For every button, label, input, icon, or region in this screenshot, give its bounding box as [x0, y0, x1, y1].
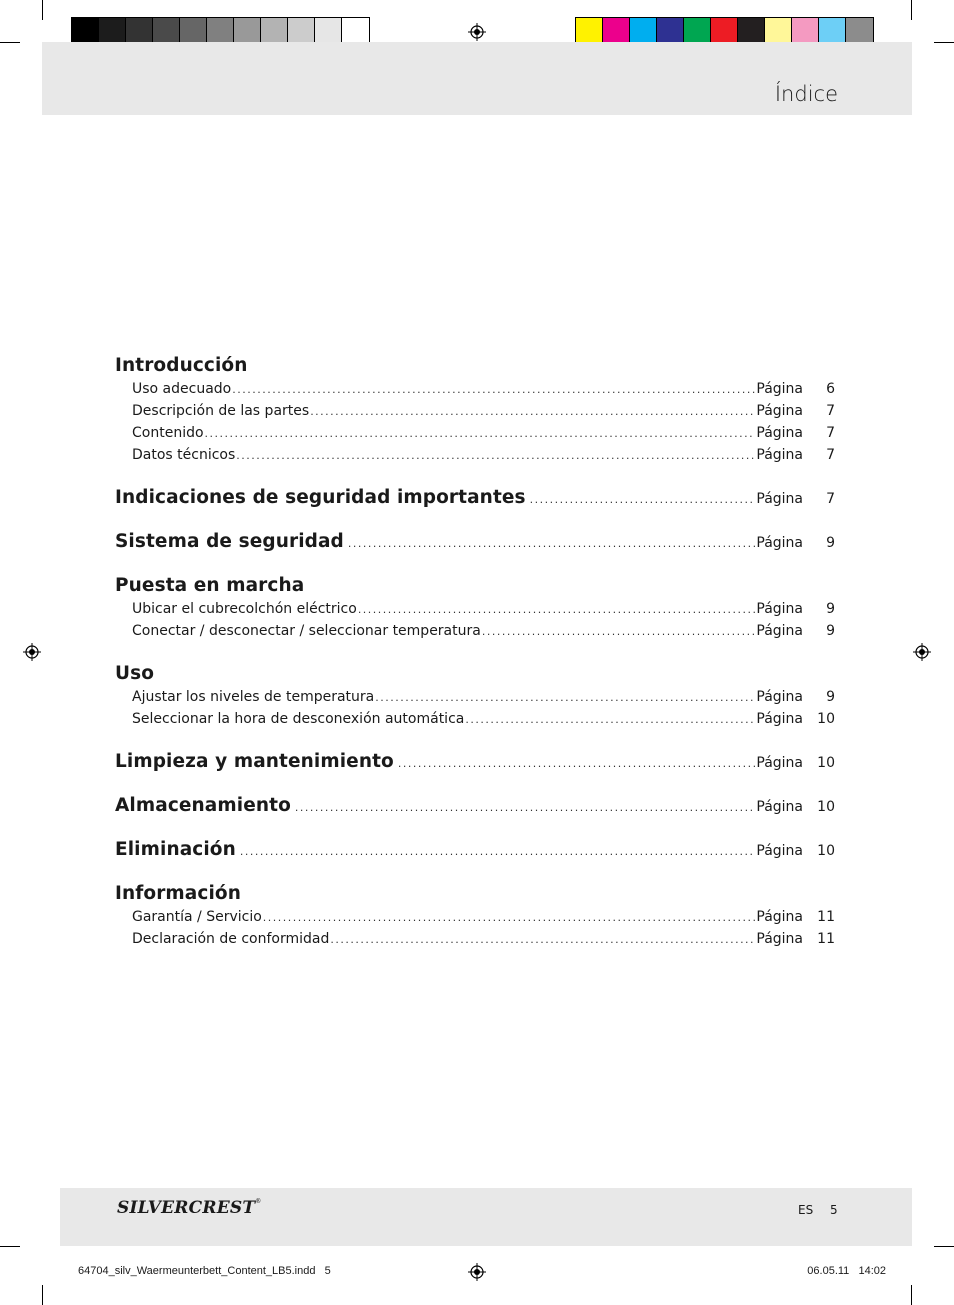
page-number: 5 — [830, 1203, 838, 1217]
toc-entry-label: Datos técnicos — [132, 447, 236, 463]
toc-section-heading — [115, 839, 835, 865]
page-word: Página — [756, 711, 803, 727]
language-code: ES — [798, 1203, 814, 1217]
toc-section-heading — [115, 487, 835, 513]
page-word: Página — [756, 491, 803, 507]
page-ref: 9 — [826, 535, 835, 551]
crop-mark — [934, 42, 954, 43]
crop-mark — [0, 42, 20, 43]
toc-entry — [115, 711, 835, 733]
toc-section-heading — [115, 531, 835, 557]
toc-section — [115, 531, 835, 557]
page-word: Página — [756, 425, 803, 441]
toc-section-title: Información — [115, 883, 241, 904]
toc-section — [115, 795, 835, 821]
toc-section-heading — [115, 575, 835, 601]
toc-section-title: Eliminación — [115, 839, 236, 860]
page-word: Página — [756, 403, 803, 419]
toc-section — [115, 663, 835, 733]
toc-entry — [115, 909, 835, 931]
toc-section — [115, 839, 835, 865]
toc-section-title: Limpieza y mantenimiento — [115, 751, 394, 772]
page-word: Página — [756, 689, 803, 705]
dot-leader — [240, 845, 755, 858]
page-ref: 10 — [817, 799, 835, 815]
dot-leader — [398, 757, 756, 770]
crop-mark — [911, 1285, 912, 1305]
toc-section-title: Indicaciones de seguridad importantes — [115, 487, 526, 508]
crop-mark — [934, 1246, 954, 1247]
toc-section-title: Almacenamiento — [115, 795, 291, 816]
dot-leader — [375, 691, 755, 704]
page-ref: 11 — [817, 909, 835, 925]
toc-entry-label: Seleccionar la hora de desconexión automática — [132, 711, 465, 727]
toc-entry-label: Descripción de las partes — [132, 403, 310, 419]
toc-section — [115, 487, 835, 513]
registration-mark-icon — [23, 643, 41, 661]
page-title: Índice — [774, 82, 838, 106]
page-ref: 10 — [817, 755, 835, 771]
toc-section-title: Puesta en marcha — [115, 575, 305, 596]
toc-entry-label: Uso adecuado — [132, 381, 232, 397]
table-of-contents — [115, 355, 835, 953]
registration-mark-icon — [468, 1263, 486, 1281]
dot-leader — [465, 713, 755, 726]
dot-leader — [530, 493, 756, 506]
toc-entry — [115, 381, 835, 403]
toc-section — [115, 355, 835, 469]
page-word: Página — [756, 623, 803, 639]
dot-leader — [232, 383, 755, 396]
brand-logo — [117, 1198, 261, 1218]
toc-entry-label: Ajustar los niveles de temperatura — [132, 689, 375, 705]
dot-leader — [348, 537, 755, 550]
crop-mark — [42, 1285, 43, 1305]
toc-entry-label: Conectar / desconectar / seleccionar temperatura — [132, 623, 481, 639]
toc-entry — [115, 403, 835, 425]
toc-section-heading — [115, 795, 835, 821]
page-ref: 7 — [826, 425, 835, 441]
dot-leader — [482, 625, 756, 638]
dot-leader — [263, 911, 756, 924]
toc-section-heading — [115, 883, 835, 909]
toc-section-title: Uso — [115, 663, 155, 684]
toc-entry — [115, 931, 835, 953]
page-ref: 7 — [826, 447, 835, 463]
page-word: Página — [756, 601, 803, 617]
dot-leader — [310, 405, 755, 418]
toc-entry — [115, 689, 835, 711]
dot-leader — [330, 933, 755, 946]
toc-section — [115, 575, 835, 645]
page-word: Página — [756, 799, 803, 815]
page-word: Página — [756, 843, 803, 859]
registration-mark-icon — [913, 643, 931, 661]
toc-entry — [115, 447, 835, 469]
toc-section-heading — [115, 751, 835, 777]
page-word: Página — [756, 931, 803, 947]
toc-entry — [115, 601, 835, 623]
toc-entry-label: Declaración de conformidad — [132, 931, 330, 947]
toc-entry — [115, 425, 835, 447]
page-ref: 7 — [826, 491, 835, 507]
page-ref: 6 — [826, 381, 835, 397]
registration-mark-icon — [468, 23, 486, 41]
toc-entry — [115, 623, 835, 645]
toc-section — [115, 883, 835, 953]
page-ref: 9 — [826, 689, 835, 705]
toc-section-title: Sistema de seguridad — [115, 531, 344, 552]
page-ref: 9 — [826, 601, 835, 617]
toc-section-title: Introducción — [115, 355, 248, 376]
brand-name: SILVERCREST — [117, 1198, 256, 1218]
page-word: Página — [756, 535, 803, 551]
page-word: Página — [756, 447, 803, 463]
toc-section — [115, 751, 835, 777]
dot-leader — [236, 449, 755, 462]
page-word: Página — [756, 755, 803, 771]
crop-mark — [911, 0, 912, 20]
crop-mark — [0, 1246, 20, 1247]
page-word: Página — [756, 909, 803, 925]
dot-leader — [295, 801, 755, 814]
slug-date: 06.05.11 14:02 — [807, 1265, 886, 1277]
brand-trademark: ® — [255, 1198, 262, 1205]
toc-section-heading — [115, 663, 835, 689]
page-word: Página — [756, 381, 803, 397]
crop-mark — [42, 0, 43, 20]
dot-leader — [205, 427, 756, 440]
toc-section-heading — [115, 355, 835, 381]
dot-leader — [358, 603, 756, 616]
page-ref: 11 — [817, 931, 835, 947]
toc-entry-label: Garantía / Servicio — [132, 909, 262, 925]
page-ref: 7 — [826, 403, 835, 419]
page-ref: 10 — [817, 843, 835, 859]
page-ref: 9 — [826, 623, 835, 639]
toc-entry-label: Contenido — [132, 425, 204, 441]
toc-entry-label: Ubicar el cubrecolchón eléctrico — [132, 601, 357, 617]
slug-filename: 64704_silv_Waermeunterbett_Content_LB5.indd 5 — [78, 1265, 331, 1277]
page-ref: 10 — [817, 711, 835, 727]
